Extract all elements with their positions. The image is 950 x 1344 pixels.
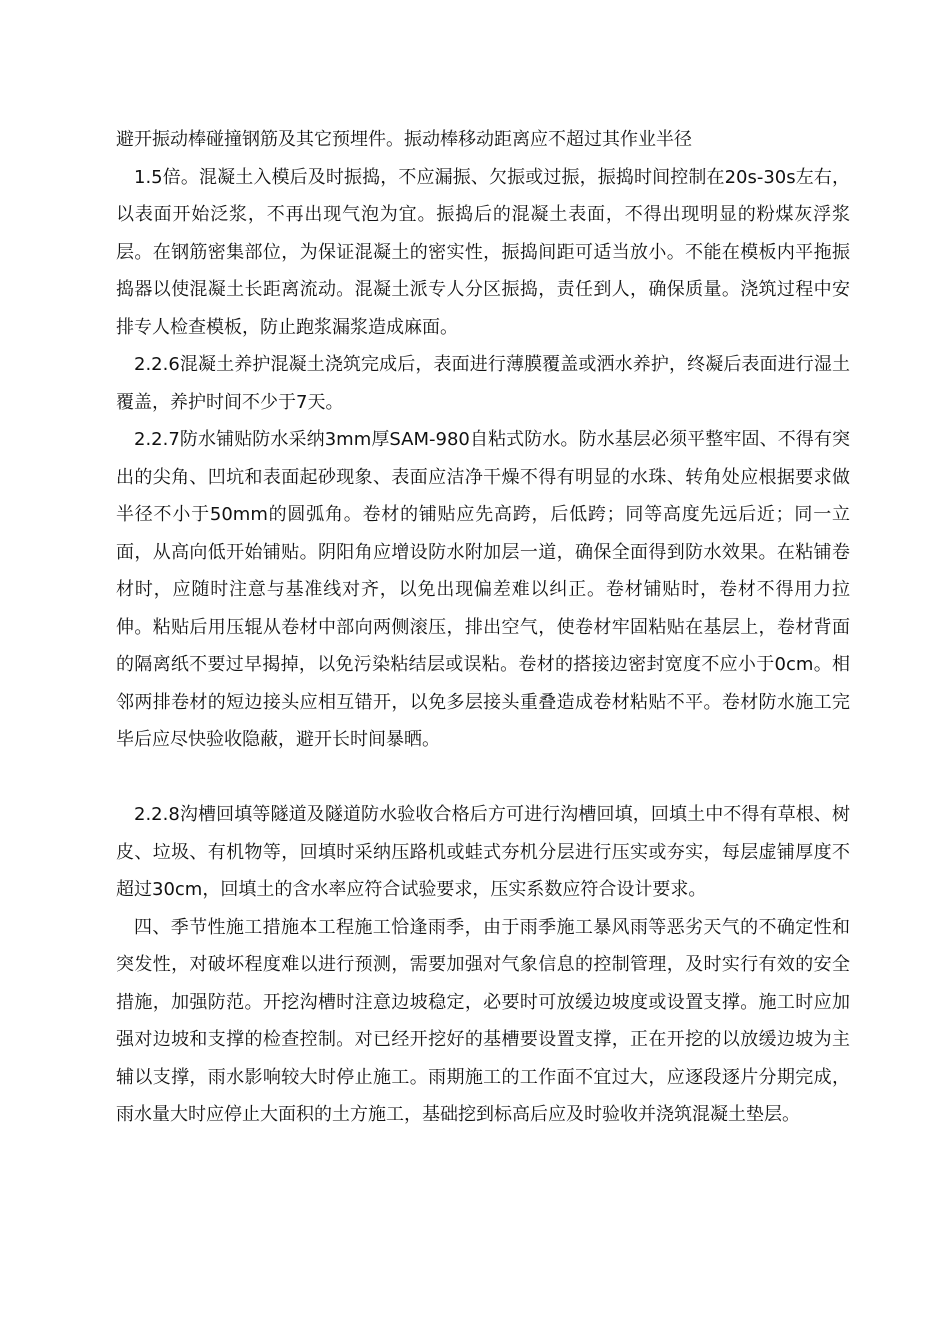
paragraph-waterproofing: 2.2.7防水铺贴防水采纳3mm厚SAM-980自粘式防水。防水基层必须平整牢固、不得有突出的尖角、凹坑和表面起砂现象、表面应洁净干燥不得有明显的水珠、转角处应根据要求做半径不小于50mm的圆弧角。卷材的铺贴应先高跨，后低跨；同等高度先远后近；同一立面，从高向低开始铺贴。阴阳角应增设防水附加层一道，确保全面得到防水效果。在粘铺卷材时，应随时注意与基准线对齐，以免出现偏差难以纠正。卷材铺贴时，卷材不得用力拉伸。粘贴后用压辊从卷材中部向两侧滚压，排出空气，使卷材牢固粘贴在基层上，卷材背面的隔离纸不要过早揭掉，以免污染粘结层或误粘。卷材的搭接边密封宽度不应小于0cm。相邻两排卷材的短边接头应相互错开，以免多层接头重叠造成卷材粘贴不平。卷材防水施工完毕后应尽快验收隐蔽，避开长时间暴晒。 bbox=[116, 429, 850, 750]
paragraph-trench-backfill: 2.2.8沟槽回填等隧道及隧道防水验收合格后方可进行沟槽回填，回填土中不得有草根、树皮、垃圾、有机物等，回填时采纳压路机或蛙式夯机分层进行压实或夯实，每层虚铺厚度不超过30cm，回填土的含水率应符合试验要求，压实系数应符合设计要求。 bbox=[116, 804, 850, 900]
paragraph-gap bbox=[116, 759, 850, 797]
paragraph-seasonal-measures: 四、季节性施工措施本工程施工恰逢雨季，由于雨季施工暴风雨等恶劣天气的不确定性和突发性，对破坏程度难以进行预测，需要加强对气象信息的控制管理，及时实行有效的安全措施，加强防范。开挖沟槽时注意边坡稳定，必要时可放缓边坡度或设置支撑。施工时应加强对边坡和支撑的检查控制。对已经开挖好的基槽要设置支撑，正在开挖的以放缓边坡为主辅以支撑，雨水影响较大时停止施工。雨期施工的工作面不宜过大，应逐段逐片分期完成，雨水量大时应停止大面积的土方施工，基础挖到标高后应及时验收并浇筑混凝土垫层。 bbox=[116, 916, 850, 1125]
paragraph-concrete-curing: 2.2.6混凝土养护混凝土浇筑完成后，表面进行薄膜覆盖或洒水养护，终凝后表面进行湿土覆盖，养护时间不少于7天。 bbox=[116, 354, 850, 413]
paragraph-vibration-continued: 避开振动棒碰撞钢筋及其它预埋件。振动棒移动距离应不超过其作业半径 bbox=[116, 129, 692, 150]
document-body bbox=[116, 121, 850, 1134]
paragraph-vibration-time: 1.5倍。混凝土入模后及时振捣，不应漏振、欠振或过振，振捣时间控制在20s-30s左右，以表面开始泛浆，不再出现气泡为宜。振捣后的混凝土表面，不得出现明显的粉煤灰浮浆层。在钢筋密集部位，为保证混凝土的密实性，振捣间距可适当放小。不能在模板内平拖振捣器以使混凝土长距离流动。混凝土派专人分区振捣，责任到人，确保质量。浇筑过程中安排专人检查模板，防止跑浆漏浆造成麻面。 bbox=[116, 166, 850, 338]
